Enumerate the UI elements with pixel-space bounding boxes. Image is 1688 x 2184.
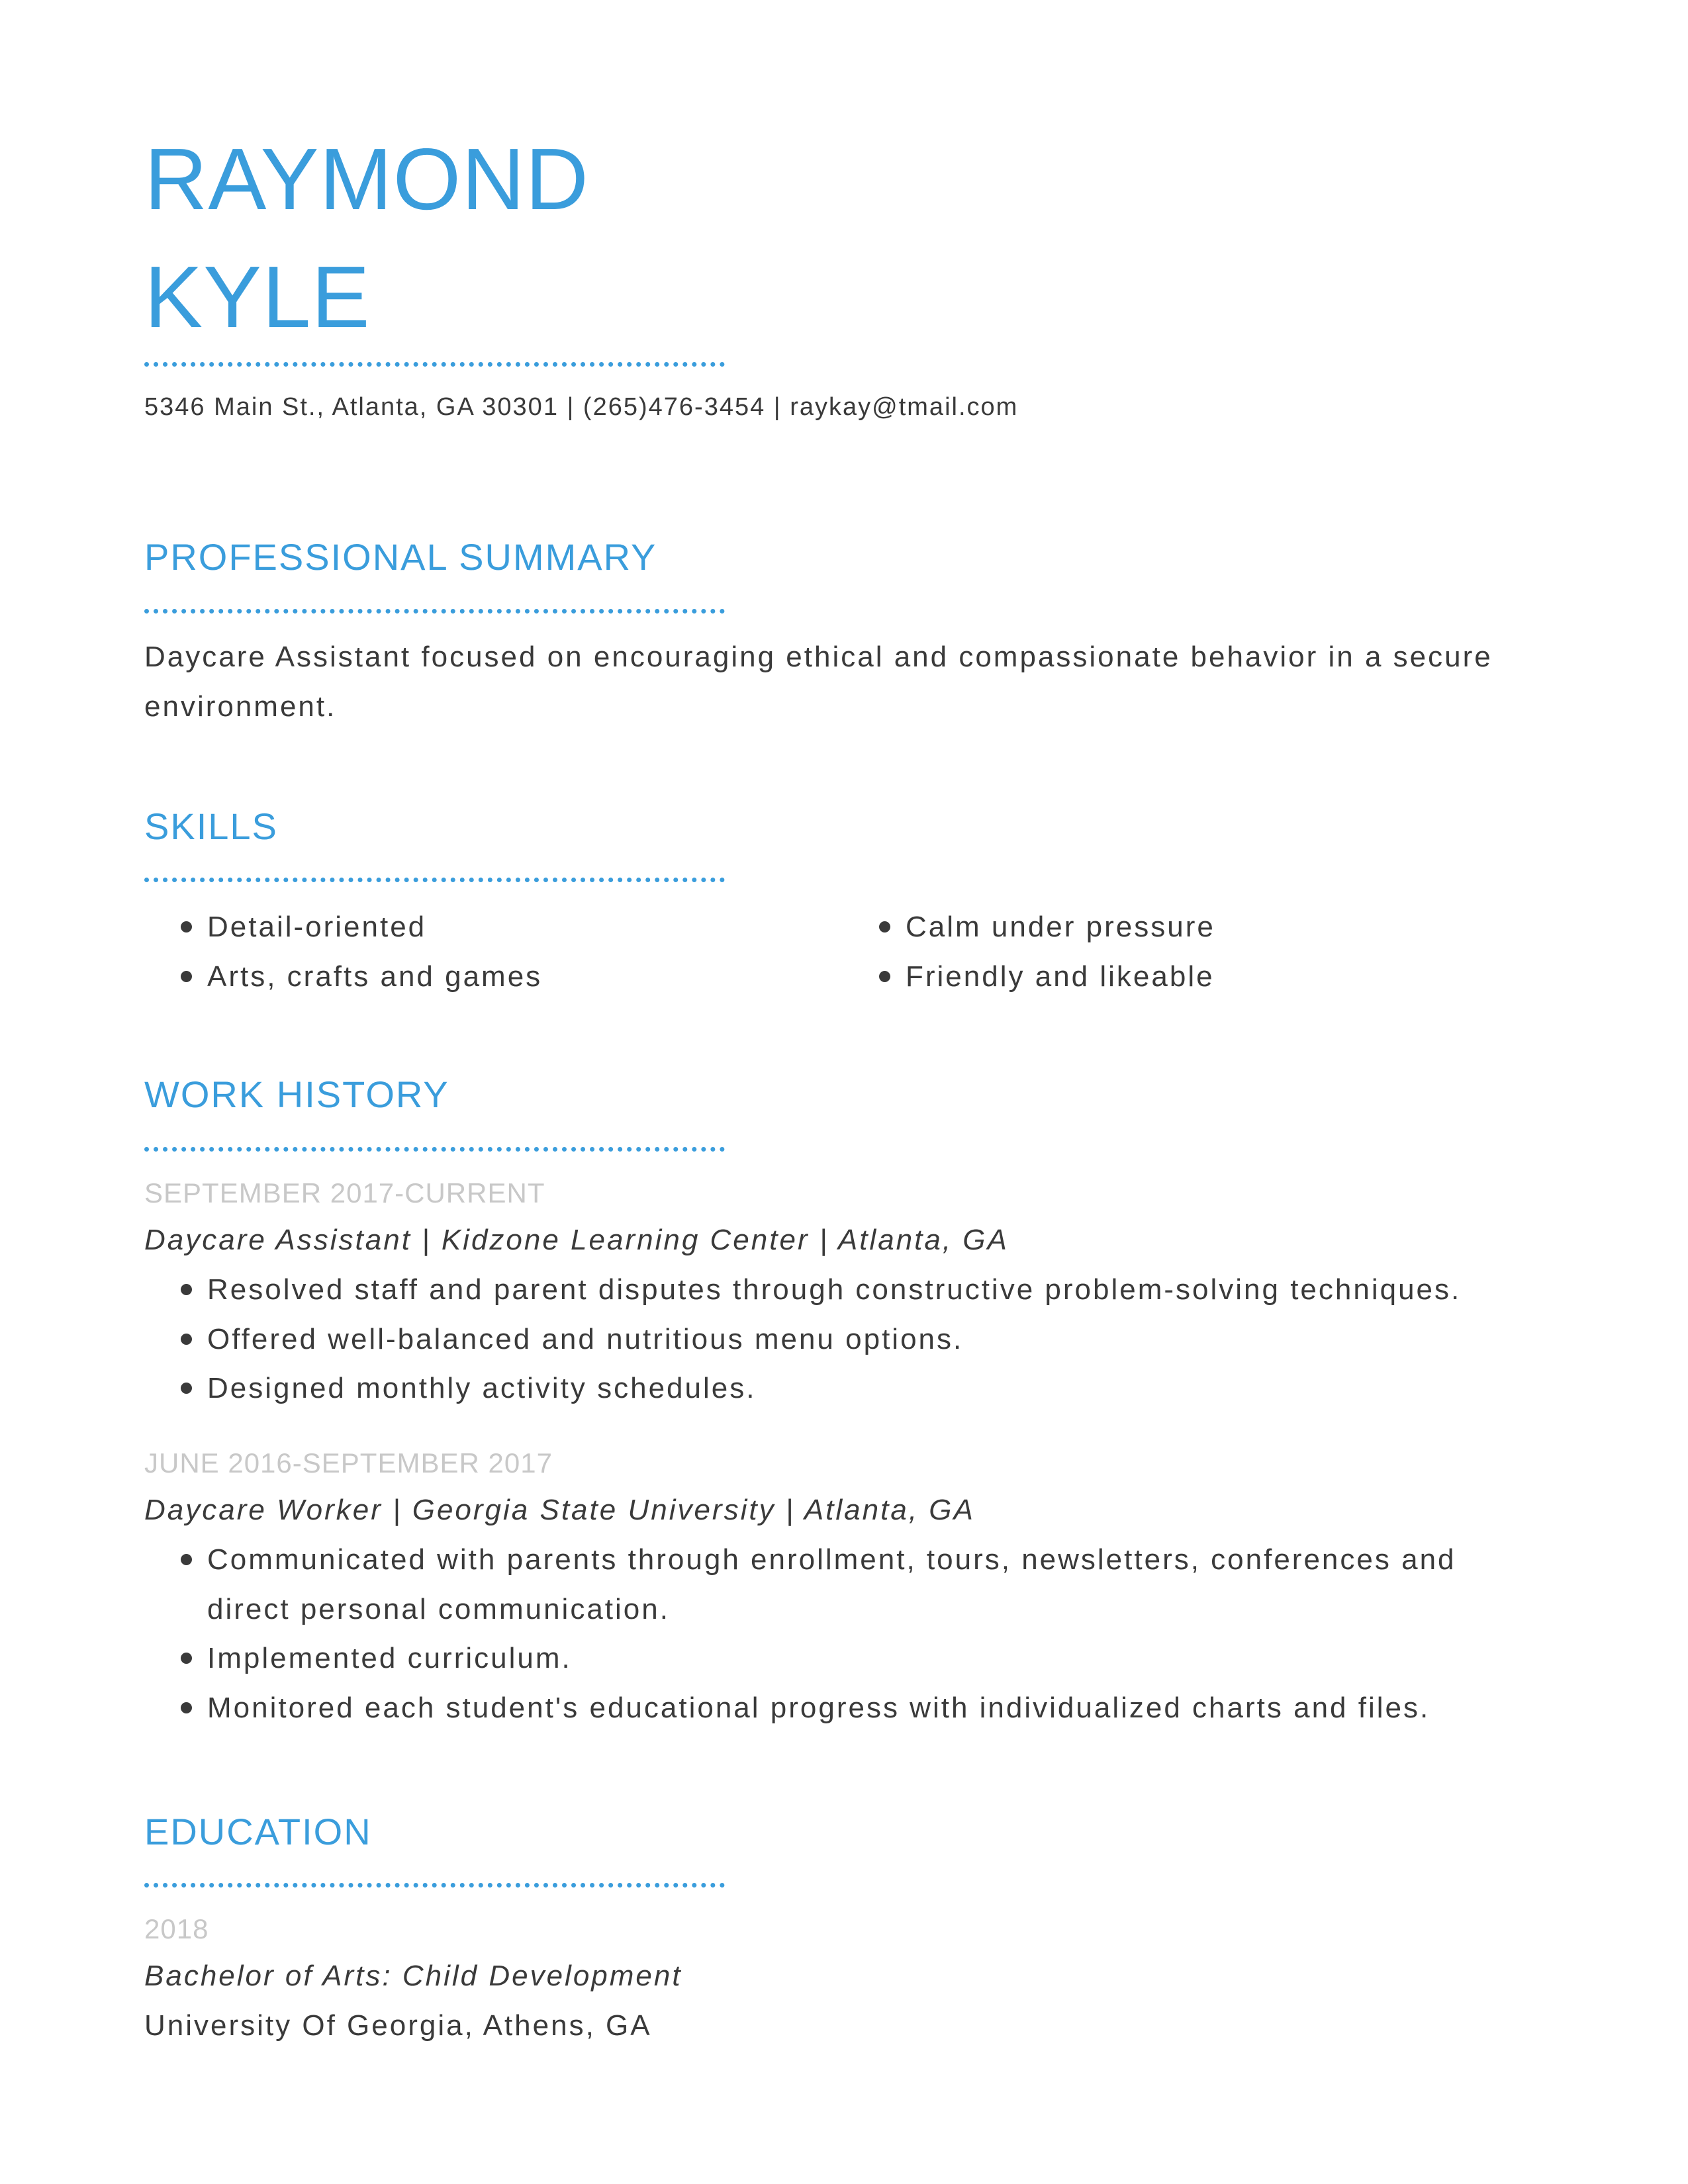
name-divider bbox=[144, 362, 725, 367]
education-degree: Bachelor of Arts: Child Development bbox=[144, 1960, 682, 1992]
contact-info: 5346 Main St., Atlanta, GA 30301 | (265)476-3454 | raykay@tmail.com bbox=[144, 393, 1019, 421]
education-heading: EDUCATION bbox=[144, 1811, 372, 1852]
summary-text: Daycare Assistant focused on encouraging ethical and compassionate behavior in a secure environment. bbox=[144, 641, 1493, 723]
job-bullet: Offered well-balanced and nutritious menu options. bbox=[207, 1314, 963, 1364]
job-title: Daycare Assistant | Kidzone Learning Center | Atlanta, GA bbox=[144, 1224, 1009, 1256]
job-bullet: Implemented curriculum. bbox=[207, 1633, 572, 1683]
skill-item: Arts, crafts and games bbox=[207, 952, 542, 1001]
skill-item: Friendly and likeable bbox=[906, 952, 1215, 1001]
job-bullet: Communicated with parents through enrollment, tours, newsletters, conferences and direct personal communication. bbox=[207, 1535, 1531, 1634]
job-title: Daycare Worker | Georgia State University | Atlanta, GA bbox=[144, 1494, 975, 1526]
skills-heading: SKILLS bbox=[144, 805, 278, 847]
education-divider bbox=[144, 1883, 725, 1888]
job-dates: JUNE 2016-SEPTEMBER 2017 bbox=[144, 1447, 553, 1479]
education-school: University Of Georgia, Athens, GA bbox=[144, 2009, 652, 2042]
job-bullet: Resolved staff and parent disputes through constructive problem-solving techniques. bbox=[207, 1265, 1461, 1314]
job-bullet: Monitored each student's educational progress with individualized charts and files. bbox=[207, 1683, 1430, 1733]
skill-item: Calm under pressure bbox=[906, 902, 1215, 952]
last-name: KYLE bbox=[144, 248, 371, 345]
job-dates: SEPTEMBER 2017-CURRENT bbox=[144, 1177, 545, 1208]
summary-heading: PROFESSIONAL SUMMARY bbox=[144, 536, 657, 578]
work-history-divider bbox=[144, 1147, 725, 1152]
education-year: 2018 bbox=[144, 1913, 209, 1944]
summary-divider bbox=[144, 609, 725, 614]
job-bullet: Designed monthly activity schedules. bbox=[207, 1363, 756, 1413]
first-name: RAYMOND bbox=[144, 130, 589, 228]
skill-item: Detail-oriented bbox=[207, 902, 426, 952]
resume-page bbox=[144, 0, 1541, 2184]
skills-divider bbox=[144, 878, 725, 882]
work-history-heading: WORK HISTORY bbox=[144, 1073, 449, 1115]
